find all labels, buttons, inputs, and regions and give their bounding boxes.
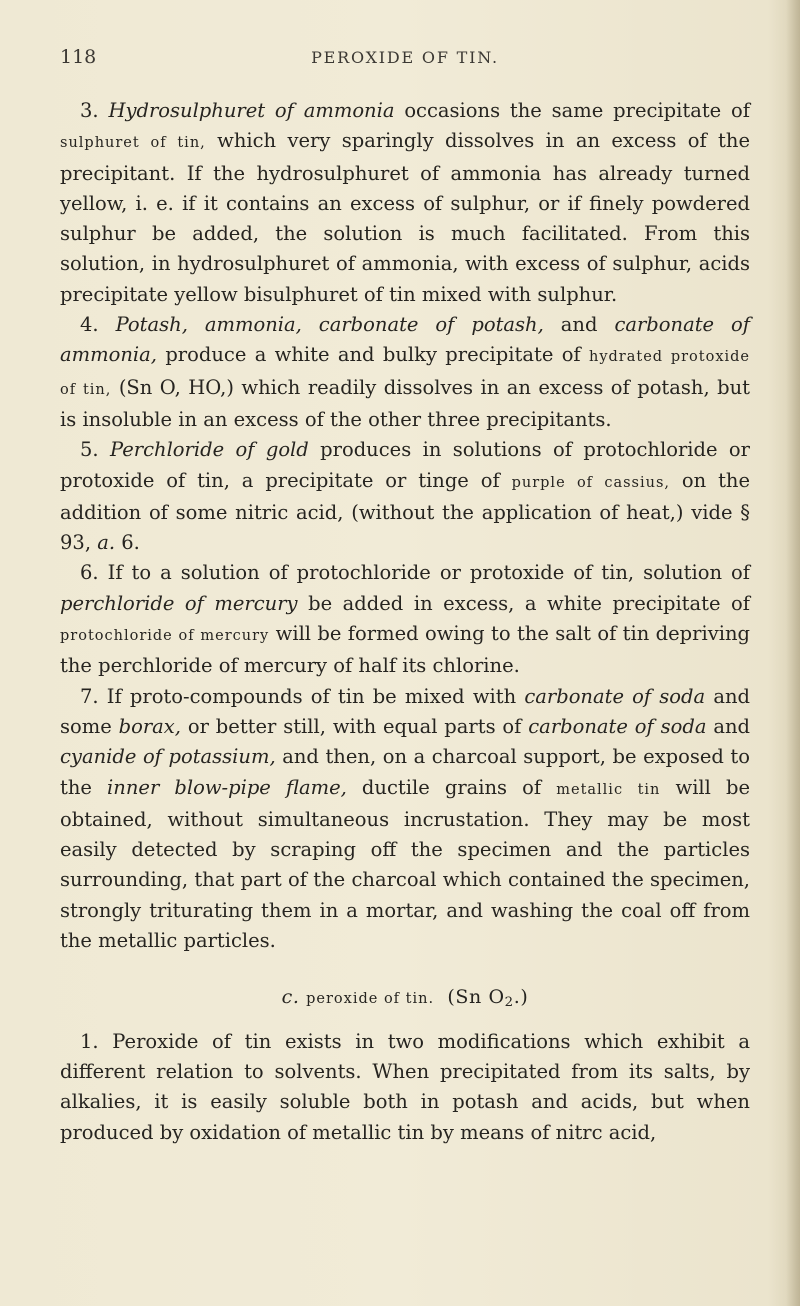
- paragraph-text: on the addition of some nitric acid, (without the application of heat,) vide § 93,: [60, 468, 751, 555]
- paragraph-number: 6.: [80, 561, 99, 585]
- section-formula: [447, 986, 529, 1011]
- paragraph-number: 3.: [80, 99, 99, 122]
- paragraph-text: be added in excess, a white precipitate of: [308, 591, 751, 615]
- reagent-name: Perchloride of gold: [109, 438, 309, 462]
- reference-letter: a.: [97, 531, 116, 555]
- reagent-name: carbonate of ammonia,: [60, 313, 751, 367]
- reagent-name: borax,: [118, 714, 182, 738]
- paragraph-text: will be obtained, without simultaneous incrustation. They may be most easily detected by scraping off the specimen and the particles surrounding, that part of the charcoal which contained the specimen, strongly triturating them in a mortar, and washing the coal off from the metallic particles.: [60, 775, 751, 953]
- paragraph-number: 4.: [80, 313, 99, 337]
- paragraph-text: or better still, with equal parts of: [187, 714, 522, 738]
- page-body: [60, 96, 750, 1148]
- paragraph-text: occasions the same precipitate of: [404, 99, 750, 122]
- paragraph-peroxide-1: [60, 1027, 750, 1148]
- paragraph-7: [60, 682, 750, 957]
- precipitate-name: purple of cassius,: [511, 474, 670, 491]
- page-header: [60, 46, 750, 76]
- paragraph-text: will be formed owing to the salt of tin depriving the perchloride of mercury of half its chlorine.: [60, 622, 751, 678]
- reagent-name: inner blow-pipe flame,: [107, 775, 347, 799]
- reagent-name: perchloride of mercury: [60, 591, 298, 615]
- running-title: PEROXIDE OF TIN.: [311, 48, 499, 67]
- precipitate-name: sulphuret of tin,: [60, 135, 206, 152]
- reagent-name: cyanide of potassium,: [60, 745, 276, 769]
- product-name: metallic tin: [556, 781, 661, 798]
- paragraph-text: and then, on a charcoal support, be exposed to the: [60, 745, 751, 799]
- paragraph-text: and some: [60, 684, 751, 738]
- paragraph-3: [60, 96, 750, 310]
- paragraph-text: If proto-compounds of tin be mixed with: [106, 684, 517, 708]
- paragraph-4: [60, 310, 750, 435]
- page-edge-shadow: [786, 0, 800, 1306]
- paragraph-number: 1.: [80, 1029, 99, 1053]
- paragraph-6: [60, 558, 750, 681]
- paragraph-text: produces in solutions of protochloride or protoxide of tin, a precipitate or tinge of: [60, 438, 750, 492]
- reagent-name: Hydrosulphuret of ammonia: [108, 99, 395, 122]
- precipitate-name: hydrated protoxide of tin,: [60, 349, 751, 398]
- paragraph-text: and: [560, 313, 598, 337]
- reagent-name: Potash, ammonia, carbonate of potash,: [115, 313, 544, 337]
- paragraph-text: Peroxide of tin exists in two modifications which exhibit a different relation to solvents. When precipitated from its salts, by alkalies, it is easily soluble both in potash and acids, but when produced by oxidation of metallic tin by means of nitrc acid,: [60, 1029, 750, 1144]
- paragraph-text: (Sn O, HO,) which readily dissolves in an excess of potash, but is insoluble in an excess of the other three precipitants.: [60, 375, 750, 431]
- paragraph-text: If to a solution of protochloride or protoxide of tin, solution of: [107, 561, 750, 585]
- formula-text: .): [513, 986, 529, 1009]
- paragraph-5: [60, 435, 750, 558]
- paragraph-number: 7.: [80, 684, 99, 708]
- paragraph-number: 5.: [80, 438, 99, 462]
- formula-subscript: 2: [504, 995, 514, 1011]
- precipitate-name: protochloride of mercury: [60, 628, 270, 645]
- section-heading: [60, 982, 750, 1014]
- paragraph-text: which very sparingly dissolves in an excess of the precipitant. If the hydrosulphuret of ammonia has already turned yellow, i. e. if it contains an excess of sulphur, or if finely powdered sulphur be added, the solution is much facilitated. From this solution, in hydrosulphuret of ammonia, with excess of sulphur, acids precipitate yellow bisulphuret of tin mixed with sulphur.: [60, 129, 750, 306]
- section-letter: c.: [281, 986, 300, 1009]
- paragraph-text: 6.: [121, 531, 140, 555]
- reagent-name: carbonate of soda: [524, 684, 706, 708]
- reagent-name: carbonate of soda: [528, 714, 707, 738]
- section-title: peroxide of tin.: [306, 991, 435, 1008]
- formula-text: (Sn O: [447, 986, 505, 1009]
- paragraph-text: produce a white and bulky precipitate of: [165, 343, 581, 367]
- page-number: 118: [60, 46, 97, 68]
- paragraph-text: ductile grains of: [361, 775, 542, 799]
- paragraph-text: and: [713, 714, 750, 738]
